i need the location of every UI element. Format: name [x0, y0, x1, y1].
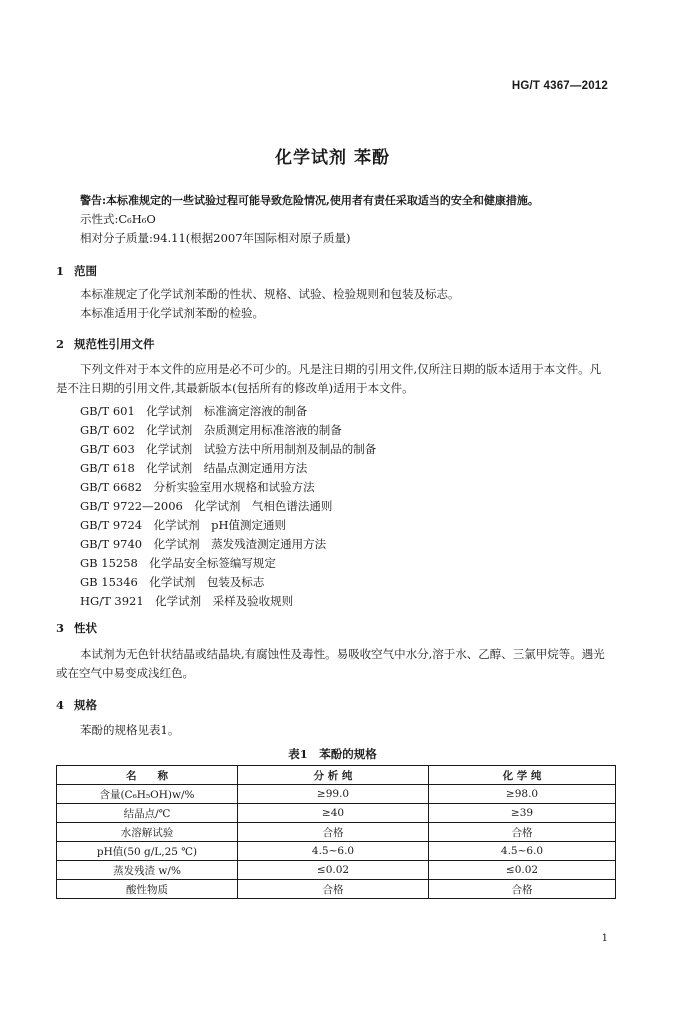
reference-item: GB/T 6682 分析实验室用水规格和试验方法	[80, 480, 315, 494]
table-row	[57, 823, 616, 842]
reference-item: GB/T 9722—2006 化学试剂 气相色谱法通则	[80, 499, 333, 513]
table-cell: 合格	[238, 823, 429, 842]
table-cell: ≤0.02	[429, 861, 616, 880]
table-cell: 蒸发残渣 w/%	[57, 861, 238, 880]
section-1-para-1: 本标准规定了化学试剂苯酚的性状、规格、试验、检验规则和包装及标志。	[80, 287, 460, 301]
table-row	[57, 804, 616, 823]
header-cell: 化 学 纯	[429, 766, 616, 785]
section-2-para-1: 下列文件对于本文件的应用是必不可少的。凡是注日期的引用文件,仅所注日期的版本适用于本文件。凡是不注日期的引用文件,其最新版本(包括所有的修改单)适用于本文件。	[56, 362, 602, 395]
table-cell: ≥99.0	[238, 785, 429, 804]
section-1-heading	[56, 263, 97, 279]
table-caption: 表1 苯酚的规格	[288, 747, 377, 761]
table-row	[57, 785, 616, 804]
table-cell: ≥98.0	[429, 785, 616, 804]
section-3-para-1: 本试剂为无色针状结晶或结晶块,有腐蚀性及毒性。易吸收空气中水分,溶于水、乙醇、三氯甲烷等。遇光或在空气中易变成浅红色。	[56, 647, 605, 680]
table-cell: ≥40	[238, 804, 429, 823]
reference-item: GB/T 9724 化学试剂 pH值测定通则	[80, 518, 286, 532]
table-cell: ≤0.02	[238, 861, 429, 880]
molar-mass-text: 相对分子质量:94.11(根据2007年国际相对原子质量)	[80, 231, 351, 245]
reference-item: GB/T 603 化学试剂 试验方法中所用制剂及制品的制备	[80, 442, 377, 456]
section-number: 4	[56, 698, 65, 712]
section-3-heading	[56, 620, 97, 636]
table-cell: 合格	[429, 880, 616, 899]
reference-item: GB/T 601 化学试剂 标准滴定溶液的制备	[80, 404, 308, 418]
table-cell: 酸性物质	[57, 880, 238, 899]
section-number: 1	[56, 264, 65, 278]
section-number: 2	[56, 337, 65, 351]
table-cell: 合格	[238, 880, 429, 899]
header-cell: 名 称	[57, 766, 238, 785]
reference-item: GB/T 9740 化学试剂 蒸发残渣测定通用方法	[80, 537, 327, 551]
section-number: 3	[56, 621, 65, 635]
section-4-heading	[56, 697, 97, 713]
reference-item: GB 15346 化学试剂 包装及标志	[80, 575, 265, 589]
table-row	[57, 842, 616, 861]
formula-text: 示性式:C₆H₆O	[80, 212, 156, 226]
header-cell: 分 析 纯	[238, 766, 429, 785]
section-4-para-1: 苯酚的规格见表1。	[80, 723, 180, 737]
spec-table	[56, 765, 616, 899]
section-title: 性状	[74, 621, 97, 635]
warning-text: 警告:本标准规定的一些试验过程可能导致危险情况,使用者有责任采取适当的安全和健康措施。	[80, 194, 539, 207]
reference-item: GB 15258 化学品安全标签编写规定	[80, 556, 276, 570]
section-2-heading	[56, 336, 155, 352]
section-1-para-2: 本标准适用于化学试剂苯酚的检验。	[80, 306, 264, 320]
page-number: 1	[601, 933, 608, 944]
table-row	[57, 861, 616, 880]
table-cell: 水溶解试验	[57, 823, 238, 842]
reference-item: HG/T 3921 化学试剂 采样及验收规则	[80, 594, 294, 608]
table-cell: 4.5~6.0	[238, 842, 429, 861]
table-header-row	[57, 766, 616, 785]
section-title: 规范性引用文件	[74, 337, 155, 351]
table-cell: 合格	[429, 823, 616, 842]
table-row	[57, 880, 616, 899]
table-cell: ≥39	[429, 804, 616, 823]
table-cell: 4.5~6.0	[429, 842, 616, 861]
reference-item: GB/T 602 化学试剂 杂质测定用标准溶液的制备	[80, 423, 342, 437]
standard-number: HG/T 4367—2012	[511, 80, 608, 92]
section-title: 规格	[74, 698, 97, 712]
reference-item: GB/T 618 化学试剂 结晶点测定通用方法	[80, 461, 308, 475]
document-title: 化学试剂 苯酚	[275, 148, 390, 168]
table-cell: 结晶点/℃	[57, 804, 238, 823]
section-title: 范围	[74, 264, 97, 278]
table-cell: 含量(C₆H₅OH)w/%	[57, 785, 238, 804]
table-cell: pH值(50 g/L,25 ℃)	[57, 842, 238, 861]
